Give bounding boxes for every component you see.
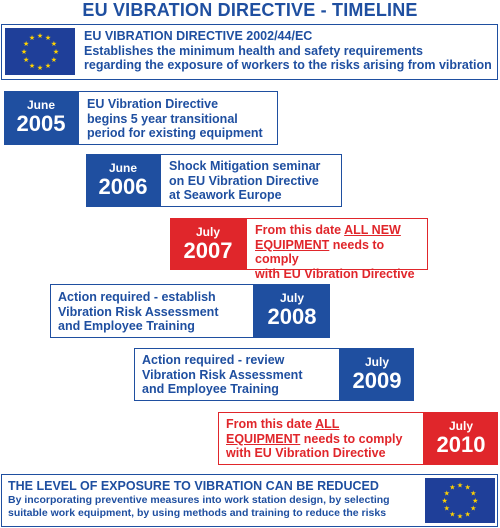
flag-star: ★ <box>28 35 36 43</box>
event-box-2007 <box>246 218 428 281</box>
header-line-1: EU VIBRATION DIRECTIVE 2002/44/EC <box>84 29 313 43</box>
directive-header-box <box>1 24 498 80</box>
event-line: EQUIPMENT needs to comply <box>226 431 403 446</box>
flag-star: ★ <box>44 62 52 70</box>
flag-star: ★ <box>52 49 60 56</box>
event-line: EQUIPMENT needs to comply <box>255 237 385 266</box>
header-line-2: Establishes the minimum health and safety requirements <box>84 43 423 58</box>
flag-star: ★ <box>36 64 44 72</box>
event-line: Vibration Risk Assessment <box>58 304 219 319</box>
event-box-2005 <box>78 91 278 145</box>
flag-star: ★ <box>44 35 52 43</box>
date-month: June <box>26 98 55 112</box>
date-badge-2007 <box>170 218 246 270</box>
flag-star: ★ <box>449 484 456 492</box>
flag-star: ★ <box>472 498 479 505</box>
date-year: 2008 <box>267 304 317 329</box>
date-badge-2005 <box>4 91 78 145</box>
page-title: EU VIBRATION DIRECTIVE - TIMELINE <box>82 0 418 20</box>
flag-star: ★ <box>470 505 477 513</box>
flag-star: ★ <box>28 62 36 70</box>
event-line: and Employee Training <box>58 319 195 333</box>
date-month: July <box>195 225 220 239</box>
date-month: July <box>448 419 473 433</box>
event-line: Vibration Risk Assessment <box>142 367 303 382</box>
event-line: with EU Vibration Directive <box>226 446 386 460</box>
flag-star: ★ <box>456 513 464 521</box>
eu-flag-icon <box>5 28 75 75</box>
date-badge-2009 <box>340 348 414 401</box>
flag-star: ★ <box>464 511 471 519</box>
event-box-2010 <box>218 412 424 465</box>
date-year: 2005 <box>16 111 66 136</box>
event-box-2008 <box>50 284 254 338</box>
date-month: July <box>279 291 304 305</box>
event-line: begins 5 year transitional <box>87 111 238 126</box>
date-badge-2006 <box>86 154 160 207</box>
event-line: EU Vibration Directive <box>87 97 219 111</box>
eu-flag-icon <box>425 478 495 523</box>
flag-star: ★ <box>441 498 448 505</box>
emphasis-text: EQUIPMENT <box>255 237 330 252</box>
flag-star: ★ <box>443 505 450 513</box>
flag-star: ★ <box>23 41 30 49</box>
date-year: 2010 <box>436 432 486 457</box>
date-badge-2008 <box>254 284 330 338</box>
event-line: Action required - review <box>142 353 285 367</box>
flag-star: ★ <box>20 49 28 56</box>
date-year: 2007 <box>183 238 233 263</box>
flag-star: ★ <box>50 56 57 64</box>
flag-star: ★ <box>50 41 57 49</box>
footer-heading: THE LEVEL OF EXPOSURE TO VIBRATION CAN BE REDUCED <box>8 479 379 493</box>
footer-line-1: By incorporating preventive measures into work station design, by selecting <box>8 494 390 506</box>
flag-star: ★ <box>464 484 471 492</box>
flag-star: ★ <box>456 482 464 490</box>
date-badge-2010 <box>424 412 498 465</box>
emphasis-text: ALL NEW <box>344 223 401 237</box>
event-line: Shock Mitigation seminar <box>169 159 321 173</box>
emphasis-text: EQUIPMENT <box>226 431 301 446</box>
flag-star: ★ <box>449 511 456 519</box>
flag-star: ★ <box>36 33 44 41</box>
event-box-2009 <box>134 348 340 401</box>
date-month: July <box>364 355 389 369</box>
footer-line-2: suitable work equipment, by using methods and training to reduce the risks <box>8 507 387 519</box>
reduction-footer-box <box>1 474 498 527</box>
flag-star: ★ <box>470 490 477 498</box>
event-line: on EU Vibration Directive <box>169 173 319 188</box>
header-line-3: regarding the exposure of workers to the risks arising from vibration <box>84 58 492 72</box>
event-line: From this date ALL <box>226 417 340 431</box>
date-year: 2009 <box>352 368 402 393</box>
event-line: Action required - establish <box>58 290 216 304</box>
date-month: June <box>108 161 137 175</box>
event-line: at Seawork Europe <box>169 188 282 202</box>
flag-star: ★ <box>443 490 450 498</box>
event-line: From this date ALL NEW <box>255 223 401 237</box>
event-line: period for existing equipment <box>87 126 263 140</box>
event-box-2006 <box>160 154 342 207</box>
date-year: 2006 <box>98 174 148 199</box>
event-line: with EU Vibration Directive <box>255 266 415 281</box>
emphasis-text: ALL <box>315 417 340 431</box>
event-line: and Employee Training <box>142 382 279 396</box>
flag-star: ★ <box>23 56 30 64</box>
